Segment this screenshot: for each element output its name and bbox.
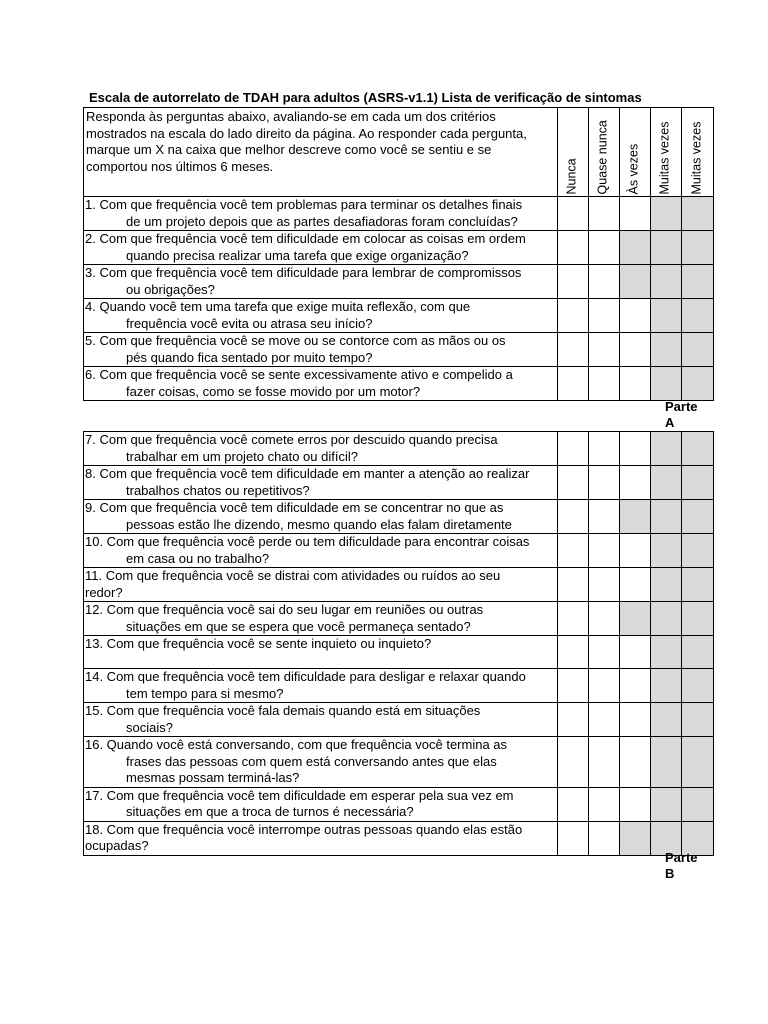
table-row [84,534,714,568]
answer-box-shaded[interactable] [651,367,682,401]
answer-box[interactable] [589,636,620,669]
question-text: 10. Com que frequência você perde ou tem dificuldade para encontrar coisas em casa ou no trabalho? [84,534,558,568]
column-header-muitas-vezes-2: Muitas vezes [682,108,714,197]
part-b-label: Parte B [665,850,698,881]
answer-box[interactable] [620,703,651,737]
answer-box[interactable] [558,602,589,636]
answer-box-shaded[interactable] [651,602,682,636]
table-row [84,703,714,737]
table-row [84,231,714,265]
answer-box[interactable] [589,787,620,821]
answer-box-shaded[interactable] [682,669,714,703]
question-text: 5. Com que frequência você se move ou se contorce com as mãos ou os pés quando fica sentado por muito tempo? [84,333,558,367]
question-text: 12. Com que frequência você sai do seu lugar em reuniões ou outras situações em que se espera que você permaneça sentado? [84,602,558,636]
answer-box[interactable] [558,367,589,401]
answer-box-shaded[interactable] [651,500,682,534]
answer-box[interactable] [589,602,620,636]
answer-box-shaded[interactable] [651,197,682,231]
answer-box[interactable] [620,534,651,568]
answer-box[interactable] [589,466,620,500]
column-header-nunca: Nunca [558,108,589,197]
answer-box-shaded[interactable] [682,534,714,568]
answer-box-shaded[interactable] [682,737,714,788]
answer-box[interactable] [620,367,651,401]
document-title: Escala de autorrelato de TDAH para adultos (ASRS-v1.1) Lista de verificação de sintomas [89,90,642,105]
part-a-label: Parte A [665,399,698,430]
answer-box-shaded[interactable] [651,466,682,500]
table-row [84,568,714,602]
question-text: 7. Com que frequência você comete erros por descuido quando precisa trabalhar em um projeto chato ou difícil? [84,432,558,466]
column-header-muitas-vezes: Muitas vezes [651,108,682,197]
answer-box[interactable] [589,265,620,299]
question-text: 6. Com que frequência você se sente excessivamente ativo e compelido a fazer coisas, como se fosse movido por um motor? [84,367,558,401]
answer-box[interactable] [589,568,620,602]
answer-box-shaded[interactable] [651,265,682,299]
answer-box[interactable] [620,299,651,333]
answer-box[interactable] [558,737,589,788]
answer-box[interactable] [589,299,620,333]
answer-box-shaded[interactable] [682,265,714,299]
column-header-as-vezes: Às vezes [620,108,651,197]
question-text: 2. Com que frequência você tem dificuldade em colocar as coisas em ordem quando precisa realizar uma tarefa que exige organização? [84,231,558,265]
answer-box-shaded[interactable] [651,787,682,821]
answer-box[interactable] [558,821,589,855]
answer-box-shaded[interactable] [620,500,651,534]
table-row [84,432,714,466]
question-text: 9. Com que frequência você tem dificuldade em se concentrar no que as pessoas estão lhe dizendo, mesmo quando elas falam diretamente [84,500,558,534]
answer-box[interactable] [620,669,651,703]
answer-box[interactable] [620,197,651,231]
answer-box-shaded[interactable] [682,787,714,821]
answer-box[interactable] [558,703,589,737]
answer-box-shaded[interactable] [651,534,682,568]
answer-box[interactable] [589,333,620,367]
answer-box[interactable] [589,703,620,737]
answer-box-shaded[interactable] [651,231,682,265]
answer-box[interactable] [558,636,589,669]
answer-box-shaded[interactable] [682,703,714,737]
table-row [84,466,714,500]
question-text: 17. Com que frequência você tem dificuldade em esperar pela sua vez em situações em que a troca de turnos é necessária? [84,787,558,821]
answer-box[interactable] [558,299,589,333]
answer-box[interactable] [620,432,651,466]
answer-box-shaded[interactable] [651,333,682,367]
answer-box[interactable] [620,737,651,788]
answer-box[interactable] [589,669,620,703]
answer-box[interactable] [589,231,620,265]
question-text: 13. Com que frequência você se sente inquieto ou inquieto? [84,636,558,669]
column-header-quase-nunca: Quase nunca [589,108,620,197]
answer-box[interactable] [620,466,651,500]
answer-box[interactable] [589,432,620,466]
question-text: 1. Com que frequência você tem problemas para terminar os detalhes finais de um projeto depois que as partes desafiadoras foram concluídas? [84,197,558,231]
answer-box-shaded[interactable] [682,636,714,669]
table-row [84,500,714,534]
question-text: 18. Com que frequência você interrompe outras pessoas quando elas estão ocupadas? [84,821,558,855]
part-b-table [83,431,714,856]
answer-box-shaded[interactable] [620,265,651,299]
answer-box[interactable] [620,636,651,669]
table-row [84,669,714,703]
answer-box[interactable] [558,568,589,602]
header-row [84,108,714,197]
table-row [84,636,714,669]
instructions-text: Responda às perguntas abaixo, avaliando-se em cada um dos critérios mostrados na escala do lado direito da página. Ao responder cada pergunta, marque um X na caixa que melhor descreve como você se sentiu e se comportou nos últimos 6 meses. [84,108,558,197]
answer-box[interactable] [589,500,620,534]
answer-box-shaded[interactable] [682,299,714,333]
answer-box-shaded[interactable] [682,602,714,636]
table-row [84,737,714,788]
question-text: 16. Quando você está conversando, com que frequência você termina as frases das pessoas com quem está conversando antes que elas mesmas possam terminá-las? [84,737,558,788]
question-text: 11. Com que frequência você se distrai com atividades ou ruídos ao seu redor? [84,568,558,602]
table-row [84,367,714,401]
table-row [84,265,714,299]
answer-box[interactable] [589,197,620,231]
table-row [84,787,714,821]
answer-box[interactable] [589,737,620,788]
answer-box-shaded[interactable] [620,231,651,265]
table-row [84,602,714,636]
answer-box-shaded[interactable] [682,197,714,231]
answer-box-shaded[interactable] [651,299,682,333]
answer-box-shaded[interactable] [682,432,714,466]
answer-box[interactable] [558,500,589,534]
answer-box[interactable] [558,333,589,367]
answer-box[interactable] [558,466,589,500]
question-text: 14. Com que frequência você tem dificuldade para desligar e relaxar quando tem tempo para si mesmo? [84,669,558,703]
answer-box-shaded[interactable] [651,669,682,703]
answer-box-shaded[interactable] [651,703,682,737]
question-text: 8. Com que frequência você tem dificuldade em manter a atenção ao realizar trabalhos chatos ou repetitivos? [84,466,558,500]
answer-box[interactable] [558,787,589,821]
table-row [84,333,714,367]
answer-box[interactable] [558,432,589,466]
question-text: 3. Com que frequência você tem dificuldade para lembrar de compromissos ou obrigações? [84,265,558,299]
answer-box-shaded[interactable] [651,432,682,466]
part-a-table [83,107,714,401]
answer-box[interactable] [558,197,589,231]
answer-box-shaded[interactable] [682,367,714,401]
table-row [84,821,714,855]
question-text: 15. Com que frequência você fala demais quando está em situações sociais? [84,703,558,737]
answer-box[interactable] [620,787,651,821]
answer-box[interactable] [558,231,589,265]
answer-box[interactable] [558,534,589,568]
answer-box-shaded[interactable] [682,466,714,500]
table-row [84,197,714,231]
answer-box-shaded[interactable] [651,636,682,669]
answer-box-shaded[interactable] [651,568,682,602]
answer-box-shaded[interactable] [620,602,651,636]
answer-box[interactable] [589,534,620,568]
answer-box[interactable] [620,333,651,367]
question-text: 4. Quando você tem uma tarefa que exige muita reflexão, com que frequência você evita ou atrasa seu início? [84,299,558,333]
answer-box-shaded[interactable] [682,333,714,367]
answer-box[interactable] [620,568,651,602]
answer-box-shaded[interactable] [682,500,714,534]
answer-box-shaded[interactable] [682,568,714,602]
answer-box[interactable] [589,367,620,401]
answer-box[interactable] [589,821,620,855]
answer-box[interactable] [558,669,589,703]
answer-box-shaded[interactable] [620,821,651,855]
answer-box-shaded[interactable] [682,231,714,265]
answer-box-shaded[interactable] [651,737,682,788]
answer-box[interactable] [558,265,589,299]
table-row [84,299,714,333]
